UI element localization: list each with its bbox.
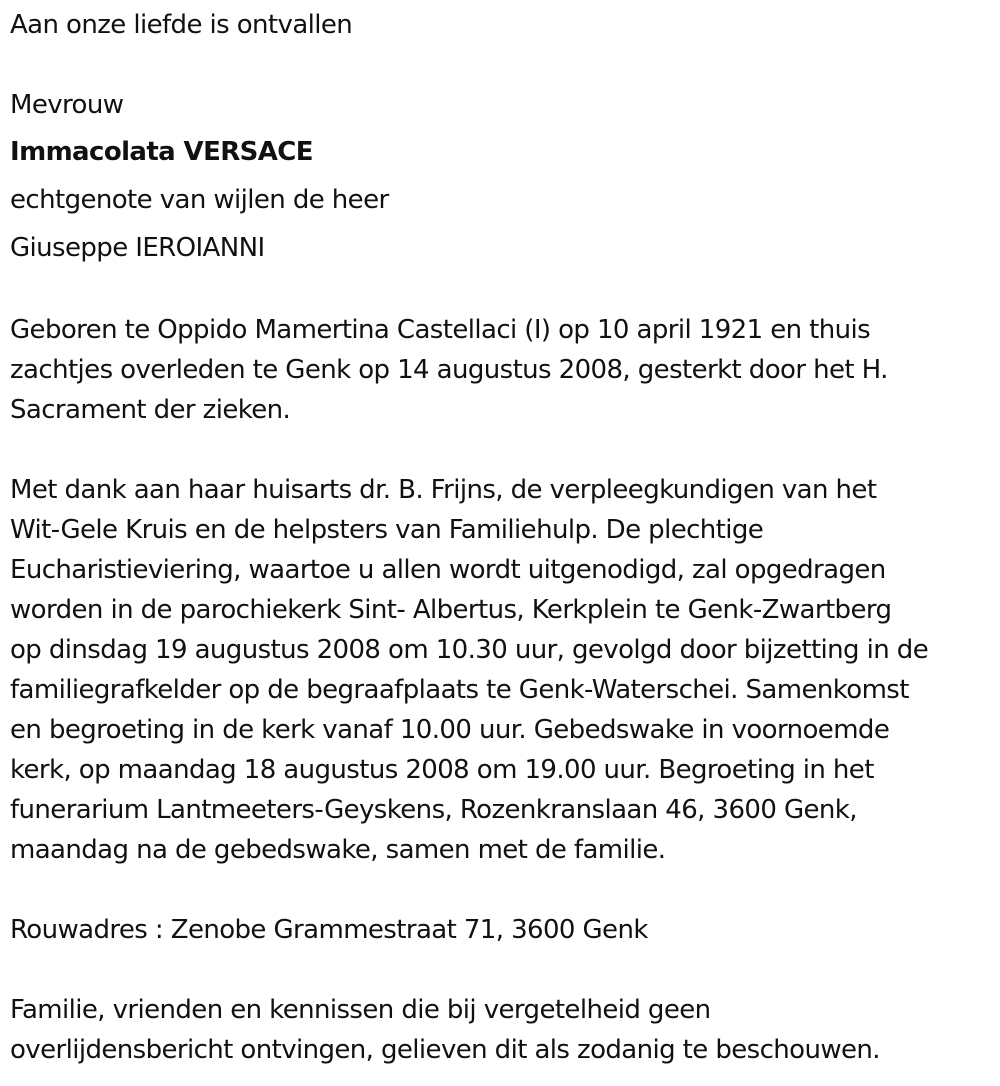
intro-text: Aan onze liefde is ontvallen [10,10,353,40]
paragraph-line: worden in de parochiekerk Sint- Albertus, Kerkplein te Genk-Zwartberg [10,595,892,625]
spouse-relation: echtgenote van wijlen de heer [10,185,389,215]
deceased-name: Immacolata VERSACE [10,137,313,167]
paragraph-line: funerarium Lantmeeters-Geyskens, Rozenkranslaan 46, 3600 Genk, [10,795,857,825]
paragraph-line: kerk, op maandag 18 augustus 2008 om 19.00 uur. Begroeting in het [10,755,874,785]
paragraph-line: overlijdensbericht ontvingen, gelieven dit als zodanig te beschouwen. [10,1035,880,1065]
paragraph-line: familiegrafkelder op de begraafplaats te Genk-Waterschei. Samenkomst [10,675,909,705]
paragraph-line: Wit-Gele Kruis en de helpsters van Familiehulp. De plechtige [10,515,764,545]
paragraph-line: Familie, vrienden en kennissen die bij vergetelheid geen [10,995,711,1025]
mourning-address [10,910,648,950]
paragraph-line: maandag na de gebedswake, samen met de familie. [10,835,666,865]
thanks-ceremony-paragraph [10,470,928,870]
paragraph-line: Geboren te Oppido Mamertina Castellaci (I) op 10 april 1921 en thuis [10,315,871,345]
paragraph-line: zachtjes overleden te Genk op 14 augustus 2008, gesterkt door het H. [10,355,888,385]
address-line: Rouwadres : Zenobe Grammestraat 71, 3600 Genk [10,915,648,945]
birth-death-paragraph [10,310,888,430]
paragraph-line: op dinsdag 19 augustus 2008 om 10.30 uur, gevolgd door bijzetting in de [10,635,929,665]
paragraph-line: Met dank aan haar huisarts dr. B. Frijns, de verpleegkundigen van het [10,475,877,505]
paragraph-line: Eucharistieviering, waartoe u allen wordt uitgenodigd, zal opgedragen [10,555,886,585]
deceased-title: Mevrouw [10,90,124,120]
paragraph-line: Sacrament der zieken. [10,395,291,425]
closing-paragraph [10,990,880,1070]
paragraph-line: en begroeting in de kerk vanaf 10.00 uur. Gebedswake in voornoemde [10,715,890,745]
spouse-name: Giuseppe IEROIANNI [10,233,265,263]
